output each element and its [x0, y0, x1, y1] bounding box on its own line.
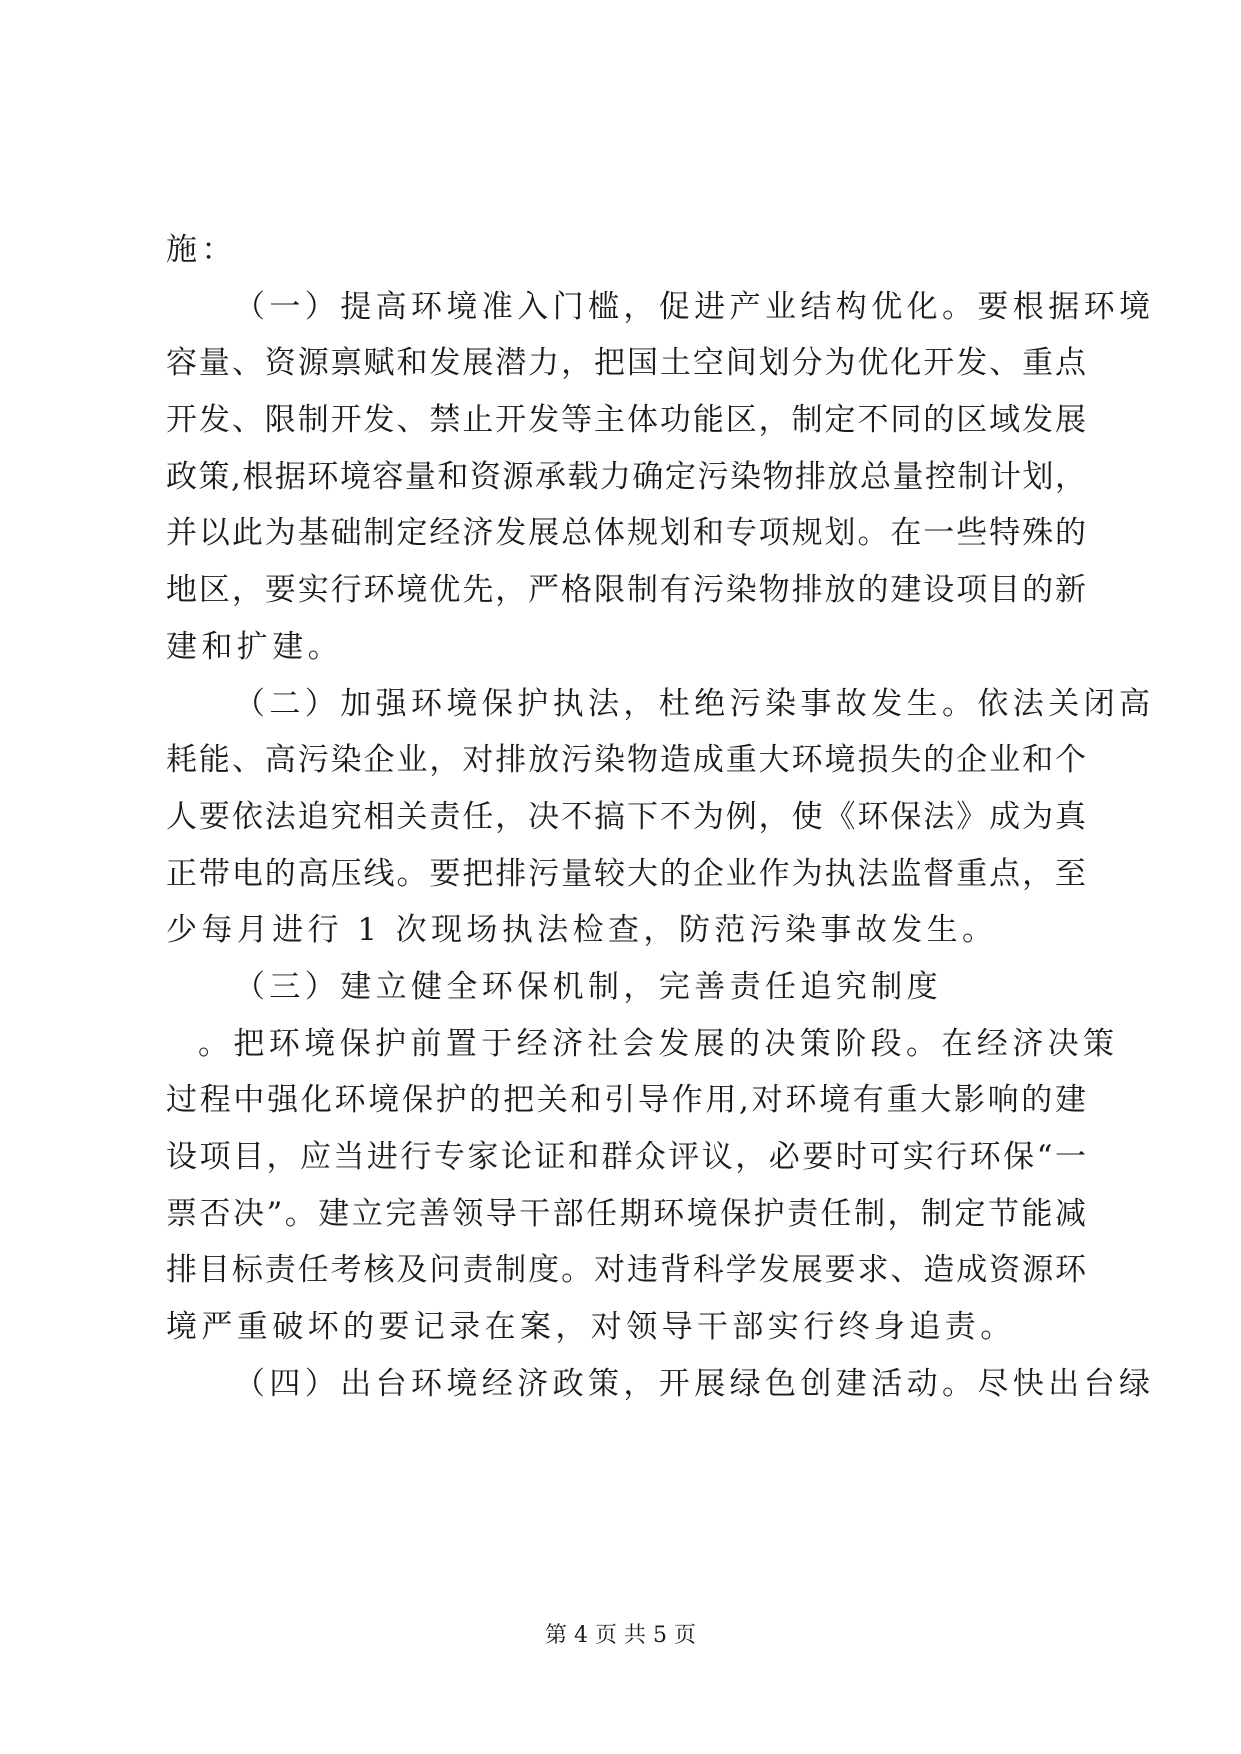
paragraph-heading-4: （四）出台环境经济政策，开展绿色创建活动。尽快出台绿 [234, 1365, 1155, 1402]
paragraph-heading-3: （三）建立健全环保机制，完善责任追究制度 [234, 968, 942, 1005]
page-footer [0, 1621, 1241, 1651]
text-line: 人要依法追究相关责任，决不搞下不为例，使《环保法》成为真 [166, 798, 1086, 835]
text-line: 正带电的高压线。要把排污量较大的企业作为执法监督重点，至 [166, 855, 1086, 892]
text-line: 开发、限制开发、禁止开发等主体功能区，制定不同的区域发展 [166, 402, 1086, 439]
text-line: 容量、资源禀赋和发展潜力，把国土空间划分为优化开发、重点 [166, 345, 1086, 382]
paragraph-heading-2: （二）加强环境保护执法，杜绝污染事故发生。依法关闭高 [234, 685, 1155, 722]
text-line: 少每月进行 1 次现场执法检查，防范污染事故发生。 [166, 912, 998, 949]
text-line: 并以此为基础制定经济发展总体规划和专项规划。在一些特殊的 [166, 515, 1086, 552]
text-line: 排目标责任考核及问责制度。对违背科学发展要求、造成资源环 [166, 1252, 1086, 1289]
text-line: 。把环境保护前置于经济社会发展的决策阶段。在经济决策 [198, 1025, 1119, 1062]
text-line: 票否决”。建立完善领导干部任期环境保护责任制，制定节能减 [166, 1195, 1086, 1232]
text-line: 过程中强化环境保护的把关和引导作用,对环境有重大影响的建 [166, 1082, 1086, 1119]
body-text [166, 222, 1155, 1412]
text-line: 施： [166, 232, 237, 268]
text-line: 设项目，应当进行专家论证和群众评议，必要时可实行环保“一 [166, 1139, 1086, 1175]
page-number: 第 4 页 共 5 页 [545, 1623, 696, 1648]
text-line: 耗能、高污染企业，对排放污染物造成重大环境损失的企业和个 [166, 742, 1086, 779]
text-line: 境严重破坏的要记录在案，对领导干部实行终身追责。 [166, 1309, 1016, 1346]
text-line: 建和扩建。 [166, 628, 343, 665]
text-line: 地区，要实行环境优先，严格限制有污染物排放的建设项目的新 [166, 572, 1086, 609]
paragraph-heading-1: （一）提高环境准入门槛，促进产业结构优化。要根据环境 [234, 288, 1155, 325]
text-line: 政策,根据环境容量和资源承载力确定污染物排放总量控制计划， [166, 458, 1086, 495]
